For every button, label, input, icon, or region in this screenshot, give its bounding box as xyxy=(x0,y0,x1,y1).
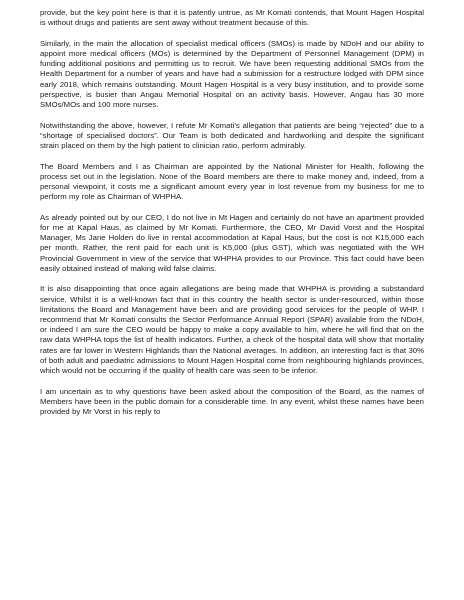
paragraph-board-composition: I am uncertain as to why questions have been asked about the composition of the Board, as the names of Members have been in the public domain for a considerable time. In any event, whilst these names have been provided by Mr Vorst in his reply to xyxy=(40,386,424,417)
paragraph-refute-allegation: Notwithstanding the above, however, I refute Mr Komati’s allegation that patients are being “rejected” due to a “shortage of specialised doctors”. Our Team is both dedicated and hardworking and despite the significant strain placed on them by the high patient to clinician ratio, perform admirably. xyxy=(40,120,424,151)
paragraph-service-quality: It is also disappointing that once again allegations are being made that WHPHA is providing a substandard service. Whilst it is a well-known fact that in this country the health sector is under-resourced, within those limitations the Board and Management have been and are providing good services for the people of WHP. I recommend that Mr Komati consults the Sector Performance Annual Report (SPAR) available from the NDoH, or indeed I am sure the CEO would be happy to make a copy available to him, where he will find that on the raw data WHPHA tops the list of health indicators. Further, a check of the hospital data will show that mortality rates are far lower in Western Highlands than the National averages. In addition, an interesting fact is that 30% of both adult and paediatric admissions to Mount Hagen Hospital come from neighbouring highlands provinces, which would not be occurring if the quality of health care was seen to be inferior. xyxy=(40,284,424,376)
paragraph-medical-officer-allocation: Similarly, in the main the allocation of specialist medical officers (SMOs) is made by NDoH and our ability to appoint more medical officers (MOs) is determined by the Department of Personnel Management (DPM) in funding additional positions and permitting us to recruit. We have been requesting additional SMOs from the Health Department for a number of years and have had a submission for a restructure lodged with DPM since early 2018, which remains outstanding. Mount Hagen Hospital is a very busy institution, and to provide some perspective, is busier than Angau Memorial Hospital on an activity basis. However, Angau has 30 more SMOs/MOs and 100 more nurses. xyxy=(40,38,424,110)
paragraph-accommodation: As already pointed out by our CEO, I do not live in Mt Hagen and certainly do not have an apartment provided for me at Kapal Haus, as claimed by Mr Komati. Furthermore, the CEO, Mr David Vorst and the Hospital Manager, Ms Jane Holden do live in rental accommodation at Kapal Haus, but the cost is not K15,000 each per month. Rather, the rent paid for each unit is K5,000 (plus GST), which was negotiated with the WH Provincial Government in view of the service that WHPHA provides to our Province. This fact could have been easily obtained instead of making wild false claims. xyxy=(40,212,424,273)
paragraph-drug-availability: provide, but the key point here is that it is patently untrue, as Mr Komati contends, that Mount Hagen Hospital is without drugs and patients are sent away without treatment because of this. xyxy=(40,8,424,28)
paragraph-board-appointment: The Board Members and I as Chairman are appointed by the National Minister for Health, following the process set out in the legislation. None of the Board members are there to make money and, indeed, from a personal viewpoint, it costs me a significant amount every year in lost revenue from my business for me to perform my role as Chairman of WHPHA. xyxy=(40,161,424,202)
